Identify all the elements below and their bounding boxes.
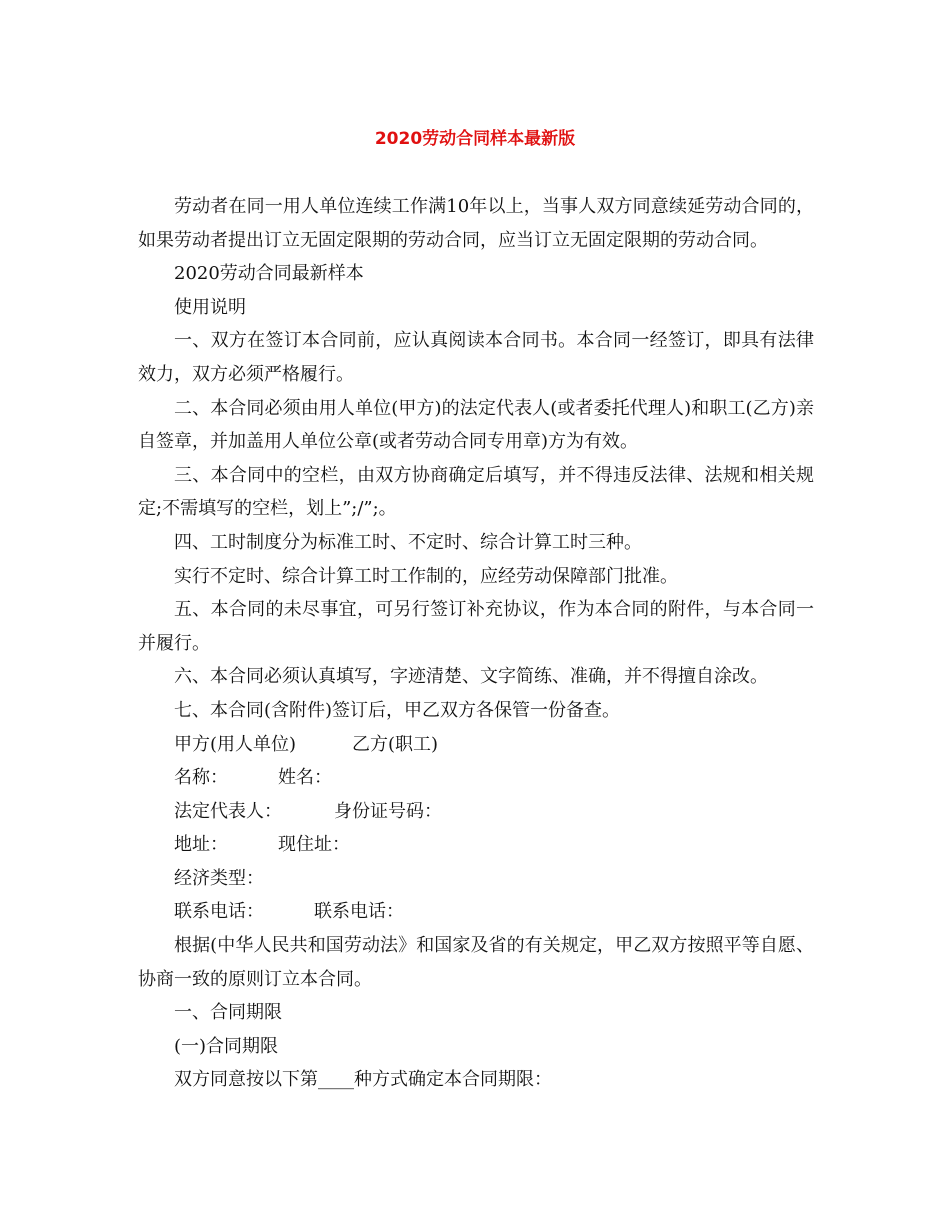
document-body (138, 190, 814, 1097)
paragraph-basis: 根据(中华人民共和国劳动法》和国家及省的有关规定，甲乙双方按照平等自愿、协商一致的原则订立本合同。 (138, 935, 814, 990)
party-b-label: 乙方(职工) (352, 733, 439, 755)
paragraph-usage-2: 二、本合同必须由用人单位(甲方)的法定代表人(或者委托代理人)和职工(乙方)亲自签章，并加盖用人单位公章(或者劳动合同专用章)方为有效。 (138, 397, 814, 453)
heading-term: 一、合同期限 (174, 1002, 282, 1024)
name-a-field: 名称： (174, 767, 228, 789)
paragraph-usage-heading: 使用说明 (174, 296, 246, 318)
parties-line (138, 728, 814, 762)
phone-line (138, 895, 814, 929)
paragraph-usage-4b: 实行不定时、综合计算工时工作制的，应经劳动保障部门批准。 (174, 565, 678, 587)
rep-line (138, 795, 814, 829)
phone-b-field: 联系电话： (314, 901, 404, 923)
phone-a-field: 联系电话： (174, 901, 264, 923)
document-title: 2020劳动合同样本最新版 (374, 129, 576, 149)
subheading-term: (一)合同期限 (174, 1035, 279, 1057)
econ-line (138, 862, 814, 896)
paragraph-usage-7: 七、本合同(含附件)签订后，甲乙双方各保管一份备查。 (174, 699, 621, 721)
paragraph-usage-6: 六、本合同必须认真填写，字迹清楚、文字简练、准确，并不得擅自涂改。 (174, 666, 768, 688)
rep-b-field: 身份证号码： (334, 800, 442, 822)
paragraph-intro: 劳动者在同一用人单位连续工作满10年以上，当事人双方同意续延劳动合同的，如果劳动者提出订立无固定限期的劳动合同，应当订立无固定限期的劳动合同。 (138, 196, 814, 251)
paragraph-usage-1: 一、双方在签订本合同前，应认真阅读本合同书。本合同一经签订，即具有法律效力，双方必须严格履行。 (138, 330, 814, 385)
paragraph-sample-title: 2020劳动合同最新样本 (174, 263, 364, 285)
addr-b-field: 现住址： (278, 834, 350, 856)
paragraph-usage-5: 五、本合同的未尽事宜，可另行签订补充协议，作为本合同的附件，与本合同一并履行。 (138, 599, 814, 654)
name-line (138, 761, 814, 795)
name-b-field: 姓名： (278, 767, 332, 789)
addr-a-field: 地址： (174, 834, 228, 856)
party-a-label: 甲方(用人单位) (174, 733, 297, 755)
address-line (138, 828, 814, 862)
paragraph-usage-4: 四、工时制度分为标准工时、不定时、综合计算工时三种。 (174, 531, 642, 553)
rep-a-field: 法定代表人： (174, 800, 282, 822)
econ-type-field: 经济类型： (174, 867, 264, 889)
paragraph-term-method: 双方同意按以下第____种方式确定本合同期限： (174, 1069, 552, 1091)
paragraph-usage-3: 三、本合同中的空栏，由双方协商确定后填写，并不得违反法律、法规和相关规定;不需填写的空栏，划上”;/”;。 (138, 464, 814, 520)
